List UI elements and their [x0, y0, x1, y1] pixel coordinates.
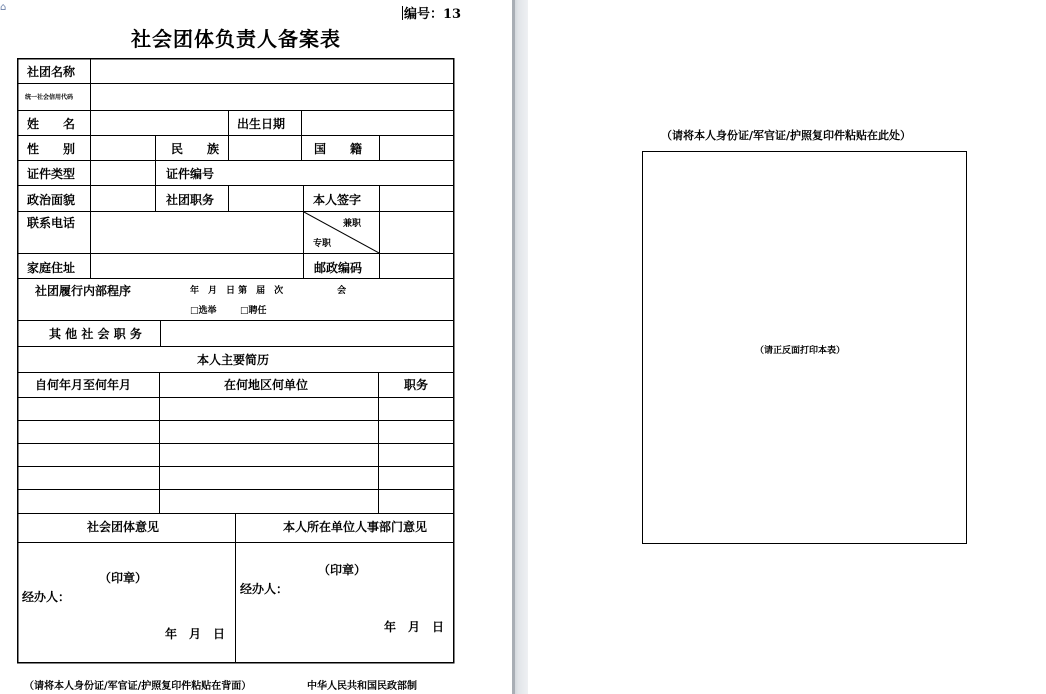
label-id-type: 证件类型 — [27, 167, 76, 181]
resume-col-period: 自何年月至何年月 — [35, 378, 132, 392]
document-page-1 — [0, 0, 512, 694]
label-address: 家庭住址 — [27, 261, 76, 275]
label-postcode: 邮政编码 — [314, 261, 363, 275]
paste-area-caption: （请将本人身份证/军官证/护照复印件粘贴在此处） — [661, 129, 912, 142]
label-org-name: 社团名称 — [27, 65, 76, 79]
procedure-option-appoint: □聘任 — [240, 306, 267, 316]
org-handler-label: 经办人： — [22, 590, 71, 604]
hr-handler-label: 经办人： — [240, 582, 289, 596]
label-credit-code: 统一社会信用代码 — [25, 94, 74, 101]
label-phone: 联系电话 — [27, 216, 76, 230]
page-corner-icon: ⌂ — [0, 2, 7, 13]
label-procedure: 社团履行内部程序 — [35, 284, 132, 298]
hr-seal-label: （印章） — [318, 563, 367, 577]
label-political: 政治面貌 — [27, 193, 76, 207]
label-signature: 本人签字 — [313, 193, 362, 207]
footer-note: （请将本人身份证/军官证/护照复印件粘贴在背面） — [24, 681, 252, 692]
resume-col-unit: 在何地区何单位 — [224, 378, 309, 392]
label-org-position: 社团职务 — [166, 193, 215, 207]
label-id-number: 证件编号 — [166, 167, 215, 181]
hr-date-label: 年 月 日 — [384, 620, 445, 634]
org-date-label: 年 月 日 — [165, 627, 226, 641]
label-full-time: 专职 — [313, 239, 332, 249]
org-opinion-header: 社会团体意见 — [87, 520, 160, 534]
paste-area-note: （请正反面打印本表） — [755, 346, 846, 356]
org-seal-label: （印章） — [99, 571, 148, 585]
page-edge — [512, 0, 515, 694]
hr-opinion-header: 本人所在单位人事部门意见 — [283, 520, 428, 534]
label-gender: 性 别 — [27, 142, 76, 156]
serial-number-text: 编号：13 — [404, 7, 462, 22]
page-gutter — [512, 0, 528, 694]
footer-issuer: 中华人民共和国民政部制 — [307, 681, 417, 692]
label-nationality: 国 籍 — [314, 142, 363, 156]
label-name: 姓 名 — [27, 117, 76, 131]
procedure-option-elect: □选举 — [190, 306, 217, 316]
label-part-time: 兼职 — [343, 219, 362, 229]
label-other-positions: 其 他 社 会 职 务 — [49, 327, 142, 341]
resume-section-title: 本人主要简历 — [197, 353, 270, 367]
label-ethnicity: 民 族 — [171, 142, 220, 156]
procedure-date-line: 年 月 日 第 届 次 会 — [190, 286, 347, 296]
resume-col-position: 职务 — [404, 378, 429, 392]
label-birth-date: 出生日期 — [237, 117, 286, 131]
page-title: 社会团体负责人备案表 — [131, 27, 341, 51]
